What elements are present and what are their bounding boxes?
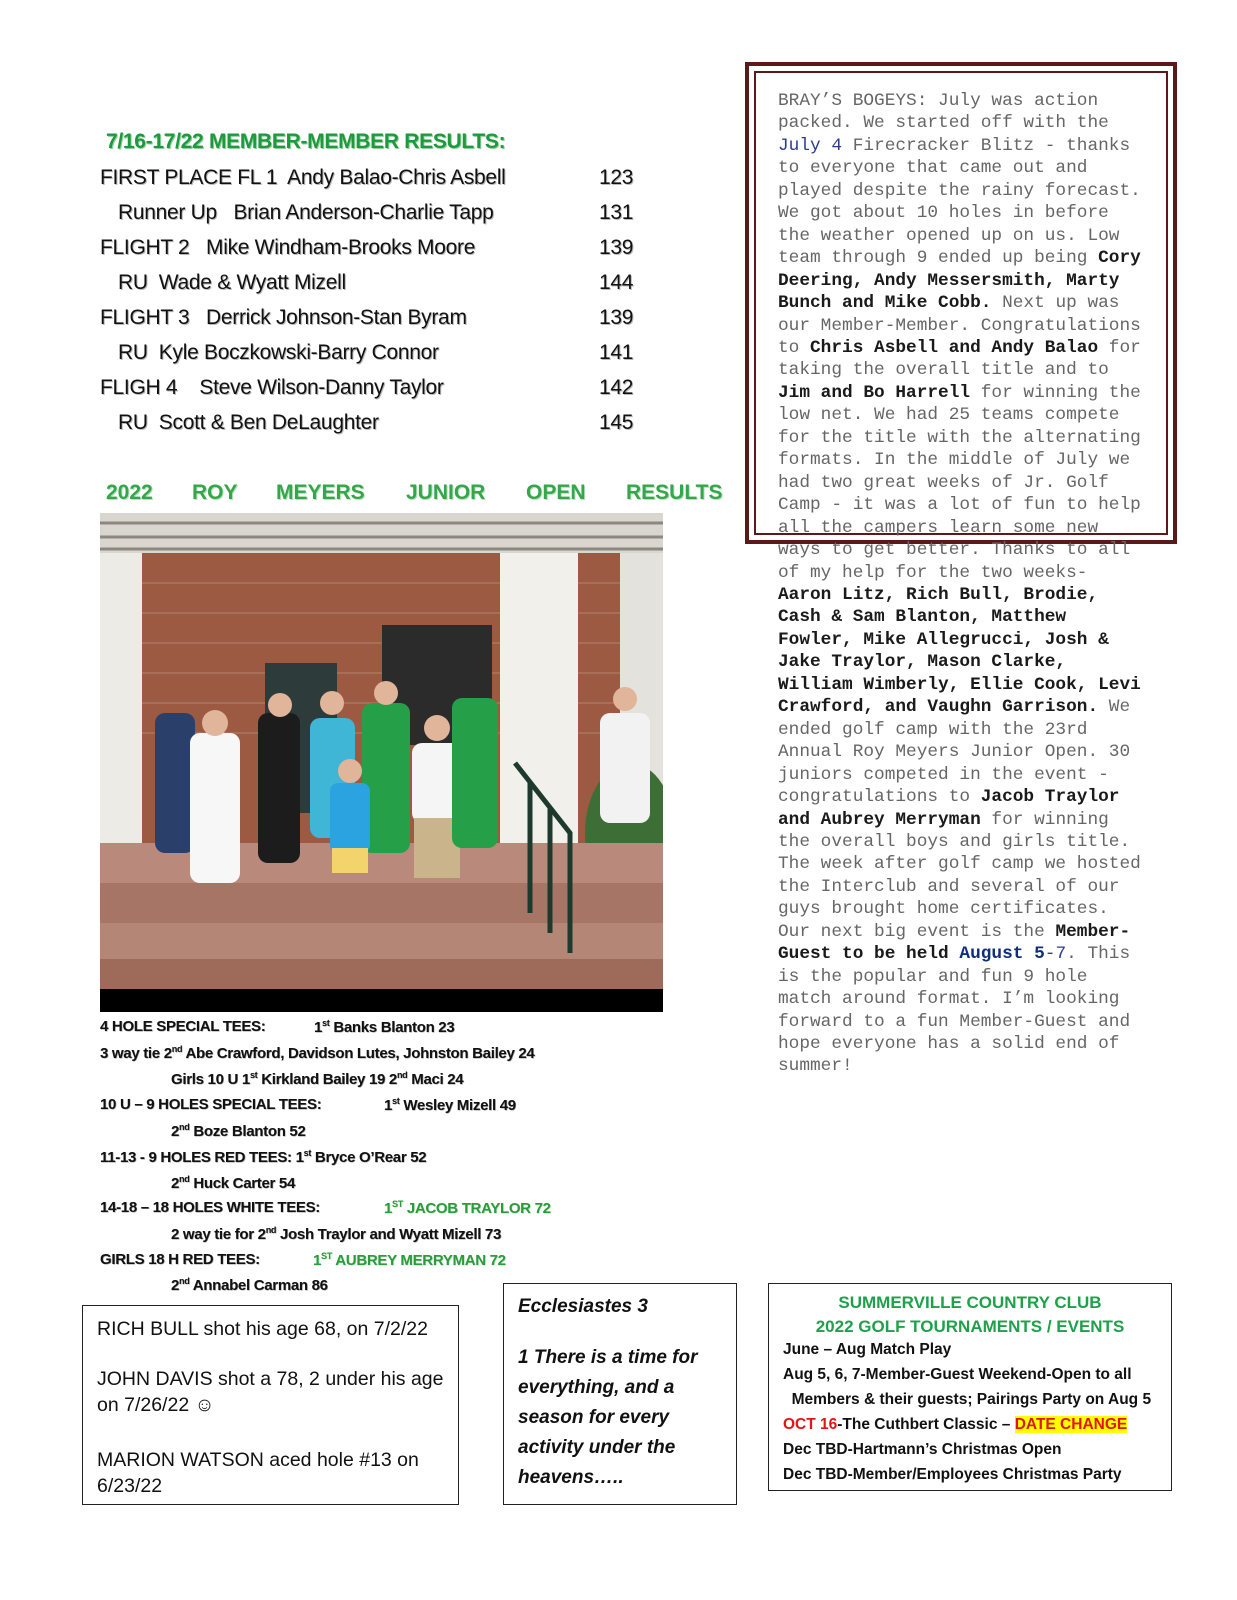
heading-word: ROY	[192, 481, 238, 504]
team-score: 123	[599, 166, 634, 189]
heading-word: MEYERS	[276, 481, 365, 504]
result-row	[100, 341, 640, 371]
result-line: 4 HOLE SPECIAL TEES: 1st Banks Blanton 23	[100, 1018, 455, 1036]
team-score: 141	[599, 341, 634, 364]
team-score: 145	[599, 411, 634, 434]
brays-bogeys-article: BRAY’S BOGEYS: July was action packed. We started off with the July 4 Firecracker Blitz - thanks to everyone that came out and played despite the rainy forecast. We got about 10 holes in before the weather opened up on us. Low team through 9 ended up being Cory Deering, Andy Messersmith, Marty Bunch and Mike Cobb. Next up was our Member-Member. Congratulations to Chris Asbell and Andy Balao for taking the overall title and to Jim and Bo Harrell for winning the low net. We had 25 teams compete for the title with the alternating formats. In the middle of July we had two great weeks of Jr. Golf Camp - it was a lot of fun to help all the campers learn some new ways to get better. Thanks to all of my help for the two weeks- Aaron Litz, Rich Bull, Brodie, Cash & Sam Blanton, Matthew Fowler, Mike Allegrucci, Josh & Jake Traylor, Mason Clarke, William Wimberly, Ellie Cook, Levi Crawford, and Vaughn Garrison. We ended golf camp with the 23rd Annual Roy Meyers Junior Open. 30 juniors competed in the event - congratulations to Jacob Traylor and Aubrey Merryman for winning the overall boys and girls title. The week after golf camp we hosted the Interclub and several of our guys brought home certificates. Our next big event is the Member-Guest to be held August 5-7. This is the popular and fun 9 hole match around format. I’m looking forward to a fun Member-Guest and hope everyone has a solid end of summer!	[778, 91, 1141, 1077]
result-line: 2nd Annabel Carman 86	[171, 1276, 328, 1294]
team-label: FIRST PLACE FL 1 Andy Balao-Chris Asbell	[100, 166, 506, 189]
member-member-heading: 7/16-17/22 MEMBER-MEMBER RESULTS:	[106, 130, 506, 153]
result-row	[100, 166, 640, 196]
age-shot-entry: JOHN DAVIS shot a 78, 2 under his age on 7/26/22 ☺	[97, 1368, 444, 1416]
result-line: 10 U – 9 HOLES SPECIAL TEES: 1st Wesley Mizell 49	[100, 1096, 516, 1114]
team-score: 131	[599, 201, 634, 224]
result-line: 11-13 - 9 HOLES RED TEES: 1st Bryce O’Rear 52	[100, 1148, 427, 1166]
team-label: RU Wade & Wyatt Mizell	[118, 271, 346, 294]
result-row	[100, 306, 640, 336]
team-label: RU Scott & Ben DeLaughter	[118, 411, 379, 434]
result-line: 2nd Boze Blanton 52	[171, 1122, 306, 1140]
team-score: 142	[599, 376, 634, 399]
result-line: GIRLS 18 H RED TEES: 1ST AUBREY MERRYMAN 72	[100, 1251, 506, 1269]
team-score: 144	[599, 271, 634, 294]
event-item: OCT 16-The Cuthbert Classic – DATE CHANGE	[783, 1416, 1128, 1433]
result-line: 14-18 – 18 HOLES WHITE TEES: 1ST JACOB TRAYLOR 72	[100, 1199, 551, 1217]
result-line: 2nd Huck Carter 54	[171, 1174, 296, 1192]
event-item: Aug 5, 6, 7-Member-Guest Weekend-Open to all	[783, 1366, 1132, 1383]
result-row	[100, 236, 640, 266]
heading-word: JUNIOR	[406, 481, 486, 504]
heading-word: OPEN	[526, 481, 586, 504]
event-item: June – Aug Match Play	[783, 1341, 952, 1358]
age-shot-entry: MARION WATSON aced hole #13 on 6/23/22	[97, 1449, 419, 1497]
age-shot-entry: RICH BULL shot his age 68, on 7/2/22	[97, 1318, 428, 1340]
event-item: Dec TBD-Hartmann’s Christmas Open	[783, 1441, 1062, 1458]
result-row	[100, 411, 640, 441]
team-label: Runner Up Brian Anderson-Charlie Tapp	[118, 201, 494, 224]
events-title: SUMMERVILLE COUNTRY CLUB	[838, 1293, 1102, 1312]
events-box	[768, 1283, 1172, 1491]
events-subtitle: 2022 GOLF TOURNAMENTS / EVENTS	[815, 1317, 1125, 1336]
ecclesiastes-title: Ecclesiastes 3	[518, 1296, 648, 1317]
team-score: 139	[599, 306, 634, 329]
team-label: RU Kyle Boczkowski-Barry Connor	[118, 341, 439, 364]
event-item: Members & their guests; Pairings Party on Aug 5	[783, 1391, 1152, 1408]
result-line: Girls 10 U 1st Kirkland Bailey 19 2nd Maci 24	[171, 1070, 464, 1088]
ecclesiastes-verse: 1 There is a time for everything, and a season for every activity under the heavens…..	[518, 1347, 698, 1488]
team-label: FLIGHT 2 Mike Windham-Brooks Moore	[100, 236, 476, 259]
team-score: 139	[599, 236, 634, 259]
team-label: FLIGHT 3 Derrick Johnson-Stan Byram	[100, 306, 467, 329]
event-item: Dec TBD-Member/Employees Christmas Party	[783, 1466, 1122, 1483]
result-row	[100, 376, 640, 406]
result-line: 3 way tie 2nd Abe Crawford, Davidson Lutes, Johnston Bailey 24	[100, 1044, 535, 1062]
result-line: 2 way tie for 2nd Josh Traylor and Wyatt Mizell 73	[171, 1225, 502, 1243]
heading-word: RESULTS	[626, 481, 723, 504]
team-label: FLIGH 4 Steve Wilson-Danny Taylor	[100, 376, 444, 399]
junior-open-group-photo	[100, 513, 663, 1012]
result-row	[100, 271, 640, 301]
result-row	[100, 201, 640, 231]
heading-word: 2022	[106, 481, 153, 504]
